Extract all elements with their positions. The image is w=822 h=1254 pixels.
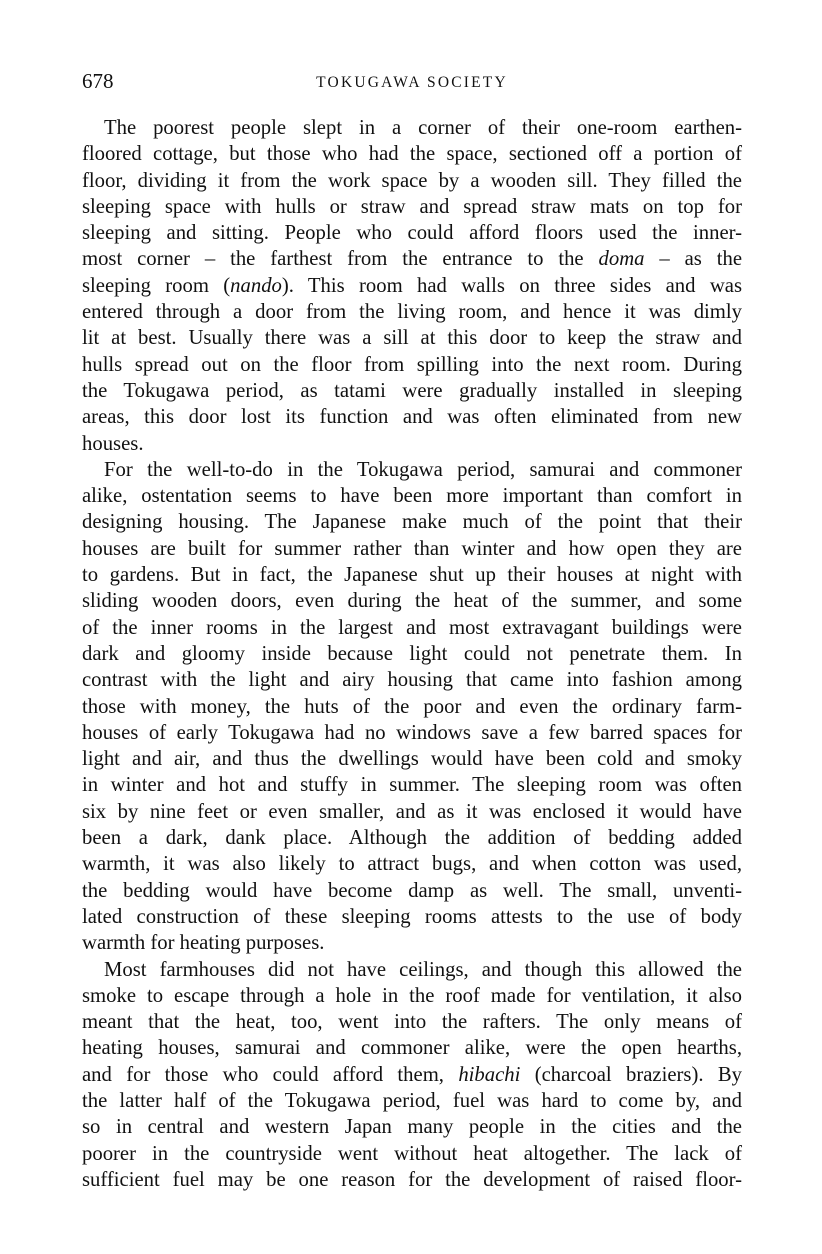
text-line: the Tokugawa period, as tatami were gradually installed in sleeping xyxy=(82,379,742,402)
text-line: For the well-to-do in the Tokugawa period, samurai and commoner xyxy=(104,458,742,481)
page-header xyxy=(82,66,742,96)
text-line: sufficient fuel may be one reason for the development of raised floor- xyxy=(82,1168,742,1191)
paragraph xyxy=(82,115,742,457)
text-line: so in central and western Japan many people in the cities and the xyxy=(82,1116,742,1139)
text-line: sliding wooden doors, even during the heat of the summer, and some xyxy=(82,590,742,613)
text-line: those with money, the huts of the poor and even the ordinary farm- xyxy=(82,695,742,718)
text-line: smoke to escape through a hole in the roof made for ventilation, it also xyxy=(82,984,742,1007)
text-line: warmth for heating purposes. xyxy=(82,932,325,955)
text-line: and for those who could afford them, hibachi (charcoal braziers). By xyxy=(82,1063,742,1086)
text-line: The poorest people slept in a corner of their one-room earthen- xyxy=(104,117,742,139)
text-line: to gardens. But in fact, the Japanese shut up their houses at night with xyxy=(82,564,742,587)
page-number: 678 xyxy=(82,69,114,93)
text-line: floor, dividing it from the work space by a wooden sill. They filled the xyxy=(82,169,742,192)
text-line: houses. xyxy=(82,432,144,455)
text-line: alike, ostentation seems to have been more important than comfort in xyxy=(82,485,742,508)
text-line: houses are built for summer rather than winter and how open they are xyxy=(82,537,742,560)
text-line: been a dark, dank place. Although the addition of bedding added xyxy=(82,827,742,850)
text-line: of the inner rooms in the largest and most extravagant buildings were xyxy=(82,616,742,639)
text-line: hulls spread out on the floor from spilling into the next room. During xyxy=(82,353,742,376)
text-line: sleeping space with hulls or straw and spread straw mats on top for xyxy=(82,195,742,218)
text-line: sleeping room (nando). This room had walls on three sides and was xyxy=(82,274,743,297)
text-line: most corner – the farthest from the entrance to the doma – as the xyxy=(82,248,742,271)
text-line: heating houses, samurai and commoner alike, were the open hearths, xyxy=(82,1037,742,1060)
text-line: warmth, it was also likely to attract bugs, and when cotton was used, xyxy=(82,853,742,876)
paragraph xyxy=(82,957,742,1194)
text-line: Most farmhouses did not have ceilings, and though this allowed the xyxy=(104,958,742,981)
italic-term: nando xyxy=(230,274,282,297)
text-line: floored cottage, but those who had the space, sectioned off a portion of xyxy=(82,143,742,166)
text-line: houses of early Tokugawa had no windows save a few barred spaces for xyxy=(82,721,742,744)
running-head: TOKUGAWA SOCIETY xyxy=(316,74,508,91)
text-line: poorer in the countryside went without heat altogether. The lack of xyxy=(82,1142,742,1165)
text-line: contrast with the light and airy housing that came into fashion among xyxy=(82,669,742,692)
text-line: the bedding would have become damp as well. The small, unventi- xyxy=(82,879,742,902)
body-text xyxy=(82,115,742,1193)
text-line: meant that the heat, too, went into the rafters. The only means of xyxy=(82,1011,742,1034)
paragraph xyxy=(82,457,742,957)
text-line: designing housing. The Japanese make much of the point that their xyxy=(82,511,742,534)
text-line: dark and gloomy inside because light could not penetrate them. In xyxy=(82,642,742,665)
text-line: lit at best. Usually there was a sill at this door to keep the straw and xyxy=(82,327,742,350)
text-line: in winter and hot and stuffy in summer. The sleeping room was often xyxy=(82,774,742,797)
text-line: six by nine feet or even smaller, and as it was enclosed it would have xyxy=(82,800,742,823)
italic-term: hibachi xyxy=(458,1063,521,1086)
text-line: light and air, and thus the dwellings would have been cold and smoky xyxy=(82,748,742,771)
text-line: sleeping and sitting. People who could afford floors used the inner- xyxy=(82,222,742,245)
text-line: areas, this door lost its function and was often eliminated from new xyxy=(82,406,742,429)
text-line: lated construction of these sleeping rooms attests to the use of body xyxy=(82,905,742,928)
text-line: the latter half of the Tokugawa period, fuel was hard to come by, and xyxy=(82,1089,742,1112)
italic-term: doma xyxy=(598,248,645,271)
text-line: entered through a door from the living room, and hence it was dimly xyxy=(82,301,742,324)
